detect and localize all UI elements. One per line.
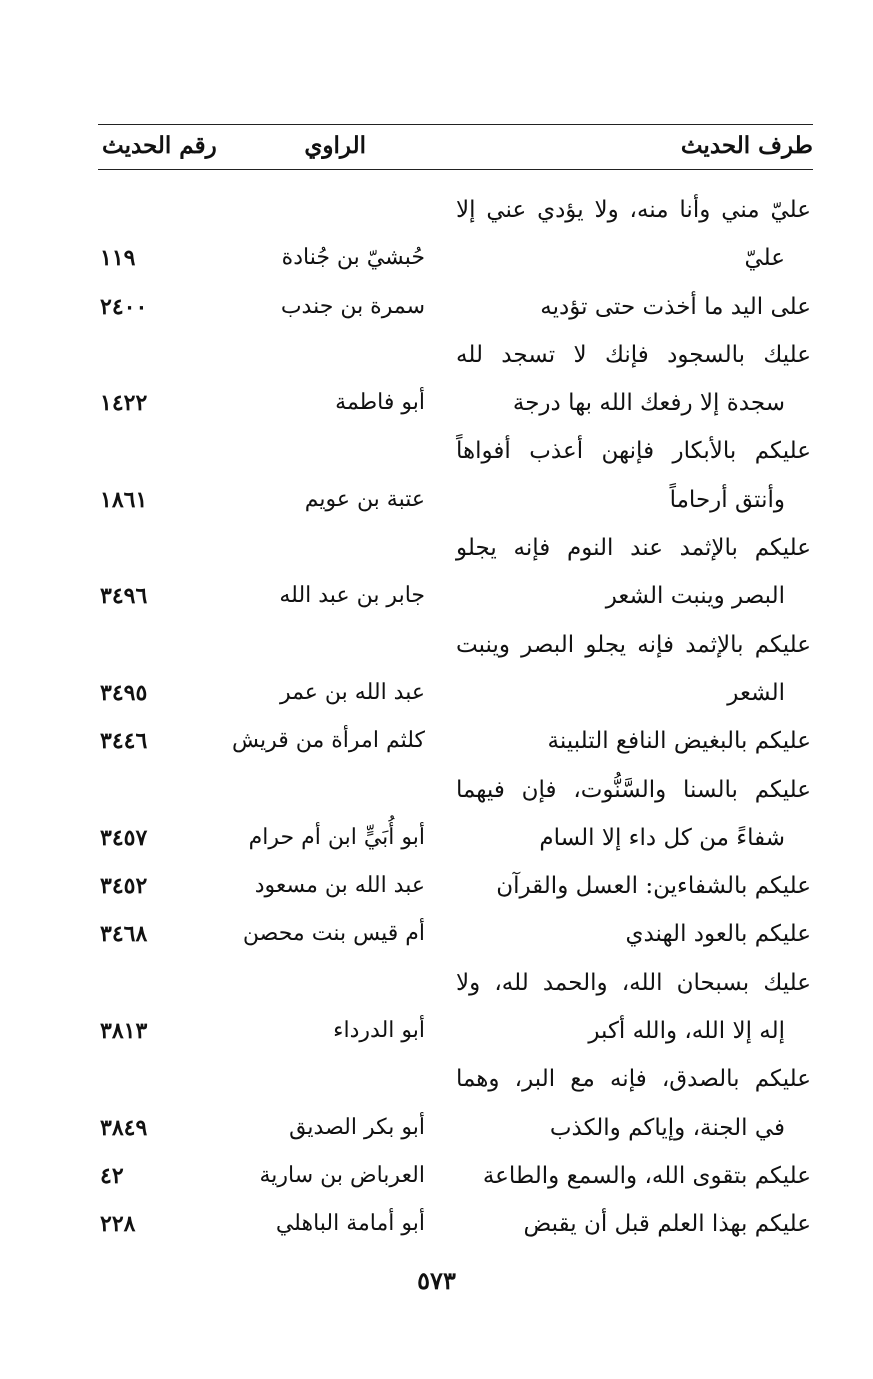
list-item: [0, 910, 873, 958]
list-item-line: [0, 427, 873, 475]
list-item-line: [0, 910, 873, 958]
hadith-tarf-text: عليكم بالإثمد عند النوم فإنه يجلو: [456, 535, 811, 562]
list-item: [0, 717, 873, 765]
hadith-number: ١٨٦١: [100, 486, 148, 513]
narrator-name: جابر بن عبد الله: [279, 583, 425, 609]
hadith-tarf-text: في الجنة، وإياكم والكذب: [549, 1114, 785, 1141]
list-item-line: [0, 524, 873, 572]
list-item: [0, 862, 873, 910]
hadith-tarf-text: عليكم بهذا العلم قبل أن يقبض: [523, 1211, 811, 1238]
list-item: [0, 186, 873, 283]
list-item: [0, 427, 873, 524]
hadith-tarf-text: عليكم بالصدق، فإنه مع البر، وهما: [456, 1066, 811, 1093]
narrator-name: أبو فاطمة: [335, 390, 425, 416]
hadith-number: ٣٤٩٥: [100, 679, 148, 706]
hadith-number: ١٤٢٢: [100, 390, 148, 417]
list-item-line: [0, 621, 873, 669]
hadith-tarf-text: عليك بالسجود فإنك لا تسجد لله: [456, 341, 811, 368]
hadith-number: ٣٨١٣: [100, 1018, 148, 1045]
list-item-line: [0, 1007, 873, 1055]
list-item: [0, 524, 873, 621]
hadith-tarf-text: عليكم بالبغيض النافع التلبينة: [547, 728, 811, 755]
table-header: [98, 124, 813, 170]
list-item-line: [0, 1200, 873, 1248]
header-hadith-tarf: طرف الحديث: [680, 132, 813, 159]
hadith-tarf-text: على اليد ما أخذت حتى تؤديه: [540, 293, 811, 320]
list-item-line: [0, 1152, 873, 1200]
list-item: [0, 621, 873, 718]
list-item-line: [0, 862, 873, 910]
hadith-number: ٣٤٥٧: [100, 824, 148, 851]
list-item-line: [0, 186, 873, 234]
list-item: [0, 1200, 873, 1248]
list-item-line: [0, 1104, 873, 1152]
list-item-line: [0, 1055, 873, 1103]
hadith-number: ٣٨٤٩: [100, 1114, 148, 1141]
list-item: [0, 331, 873, 428]
narrator-name: أبو أُبَيٍّ ابن أم حرام: [248, 824, 425, 850]
hadith-tarf-text: عليك بسبحان الله، والحمد لله، ولا: [456, 969, 811, 996]
hadith-tarf-text: عليكم بالعود الهندي: [625, 921, 811, 948]
list-item: [0, 283, 873, 331]
hadith-tarf-text: عليكم بالشفاءين: العسل والقرآن: [496, 873, 811, 900]
list-item-line: [0, 572, 873, 620]
hadith-number: ٣٤٥٢: [100, 873, 148, 900]
narrator-name: كلثم امرأة من قريش: [231, 728, 425, 754]
list-item-line: [0, 331, 873, 379]
hadith-tarf-text: سجدة إلا رفعك الله بها درجة: [512, 390, 785, 417]
hadith-tarf-text: شفاءً من كل داء إلا السام: [539, 824, 785, 851]
list-item-line: [0, 234, 873, 282]
hadith-tarf-text: عليكم بتقوى الله، والسمع والطاعة: [482, 1162, 811, 1189]
hadith-number: ٣٤٤٦: [100, 728, 148, 755]
narrator-name: عبد الله بن مسعود: [254, 873, 425, 899]
narrator-name: سمرة بن جندب: [280, 293, 425, 319]
hadith-tarf-text: عليكم بالأبكار فإنهن أعذب أفواهاً: [456, 438, 811, 465]
hadith-tarf-text: البصر وينبت الشعر: [605, 583, 785, 610]
hadith-number: ٣٤٩٦: [100, 583, 148, 610]
hadith-number: ١١٩: [100, 245, 136, 272]
hadith-tarf-text: وأنتق أرحاماً: [669, 486, 785, 513]
page-number: ٥٧٣: [417, 1266, 456, 1295]
hadith-number: ٤٢: [100, 1162, 124, 1189]
hadith-number: ٢٢٨: [100, 1211, 136, 1238]
list-item-line: [0, 814, 873, 862]
hadith-tarf-text: عليّ: [744, 245, 785, 272]
header-narrator: الراوي: [304, 132, 366, 159]
list-item: [0, 959, 873, 1056]
header-hadith-number: رقم الحديث: [102, 132, 217, 159]
list-item-line: [0, 283, 873, 331]
list-item-line: [0, 669, 873, 717]
list-item-line: [0, 766, 873, 814]
narrator-name: عتبة بن عويم: [304, 486, 425, 512]
narrator-name: أبو بكر الصديق: [289, 1114, 425, 1140]
list-item-line: [0, 959, 873, 1007]
list-item: [0, 766, 873, 863]
hadith-number: ٢٤٠٠: [100, 293, 148, 320]
hadith-number: ٣٤٦٨: [100, 921, 148, 948]
narrator-name: العرباض بن سارية: [259, 1162, 425, 1188]
hadith-tarf-text: عليّ مني وأنا منه، ولا يؤدي عني إلا: [456, 197, 811, 223]
hadith-tarf-text: عليكم بالسنا والسَّنُّوت، فإن فيهما: [456, 776, 811, 803]
narrator-name: أبو أمامة الباهلي: [275, 1211, 425, 1237]
list-item: [0, 1055, 873, 1152]
narrator-name: أبو الدرداء: [333, 1018, 425, 1044]
hadith-tarf-text: إله إلا الله، والله أكبر: [588, 1018, 785, 1045]
narrator-name: عبد الله بن عمر: [279, 679, 425, 705]
list-item-line: [0, 379, 873, 427]
list-item-line: [0, 476, 873, 524]
list-item: [0, 1152, 873, 1200]
hadith-index-list: [0, 186, 873, 1249]
narrator-name: حُبشيّ بن جُنادة: [281, 245, 425, 271]
narrator-name: أم قيس بنت محصن: [242, 921, 425, 947]
hadith-tarf-text: الشعر: [727, 679, 785, 706]
list-item-line: [0, 717, 873, 765]
hadith-tarf-text: عليكم بالإثمد فإنه يجلو البصر وينبت: [456, 631, 811, 658]
